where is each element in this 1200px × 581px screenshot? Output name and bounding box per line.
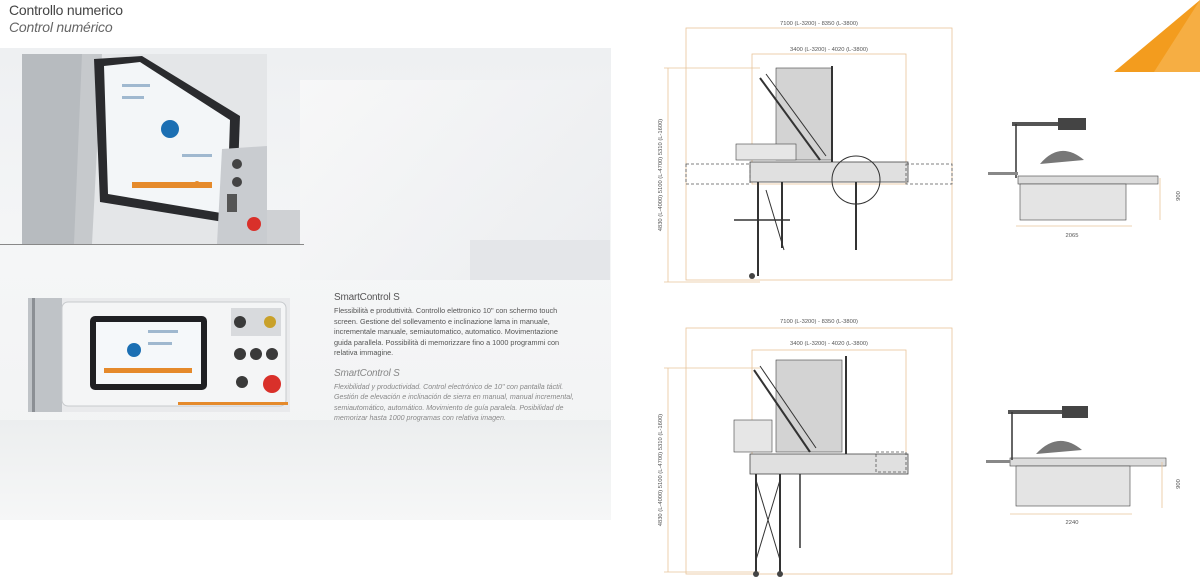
- smartcontrol-body-italian: Flessibilità e produttività. Controllo elettronico 10" con schermo touch screen. Gestione del sollevamento e inclinazione lama in manuale, incrementale manuale, semiautomatico, automatico. Movimentazione guida parallela. Possibilità di memorizzare fino a 1000 programmi con relativa immagine.: [334, 306, 560, 358]
- drawing-bottom: [658, 319, 1182, 577]
- background-floor: [0, 420, 611, 520]
- side-width-bottom: 2240: [1065, 520, 1079, 526]
- dim-vertical-bottom: 4830 (L-4000) 5100 (L-4700) 5310 (L-1600): [658, 413, 664, 527]
- side-height-bottom: 900: [1176, 479, 1182, 489]
- control-panel-photo-front: [28, 298, 290, 412]
- side-height-top: 900: [1176, 191, 1182, 201]
- background-shelf: [470, 240, 610, 280]
- dim-outer-bottom: 7100 (L-3200) - 8350 (L-3800): [780, 319, 858, 325]
- smartcontrol-body-spanish: Flexibilidad y productividad. Control electrónico de 10" con pantalla táctil. Gestión de elevación e inclinación de sierra en manual, manual incremental, semiautomático, automático. Movimiento de guía paralela. Posibilidad de memorizar hasta 1000 programas con relativa imagen.: [334, 382, 574, 423]
- title-italian: Controllo numerico: [9, 2, 123, 18]
- machine-side-view-bottom: [986, 406, 1166, 514]
- machine-side-view-top: [988, 118, 1160, 226]
- dim-outer-top: 7100 (L-3200) - 8350 (L-3800): [780, 21, 858, 27]
- control-panel-front-illustration: [28, 298, 290, 412]
- title-spanish: Control numérico: [9, 19, 113, 35]
- dim-inner-top: 3400 (L-3200) - 4020 (L-3800): [790, 47, 868, 53]
- dim-inner-bottom: 3400 (L-3200) - 4020 (L-3800): [790, 341, 868, 347]
- control-panel-photo-angled: [22, 54, 267, 244]
- technical-drawings: [650, 0, 1180, 581]
- side-width-top: 2065: [1065, 233, 1079, 239]
- machine-top-view-bottom: [734, 356, 908, 577]
- separator-line: [0, 244, 304, 245]
- page-header: [9, 2, 123, 36]
- smartcontrol-description: [334, 292, 574, 424]
- dim-vertical-top: 4830 (L-4000) 5100 (L-4700) 5310 (L-1600): [658, 118, 664, 232]
- smartcontrol-title-italian: SmartControl S: [334, 292, 400, 303]
- machine-top-view-top: [686, 66, 952, 279]
- drawing-top: [658, 21, 1182, 282]
- control-panel-angled-illustration: [22, 54, 267, 244]
- smartcontrol-title-spanish: SmartControl S: [334, 367, 400, 379]
